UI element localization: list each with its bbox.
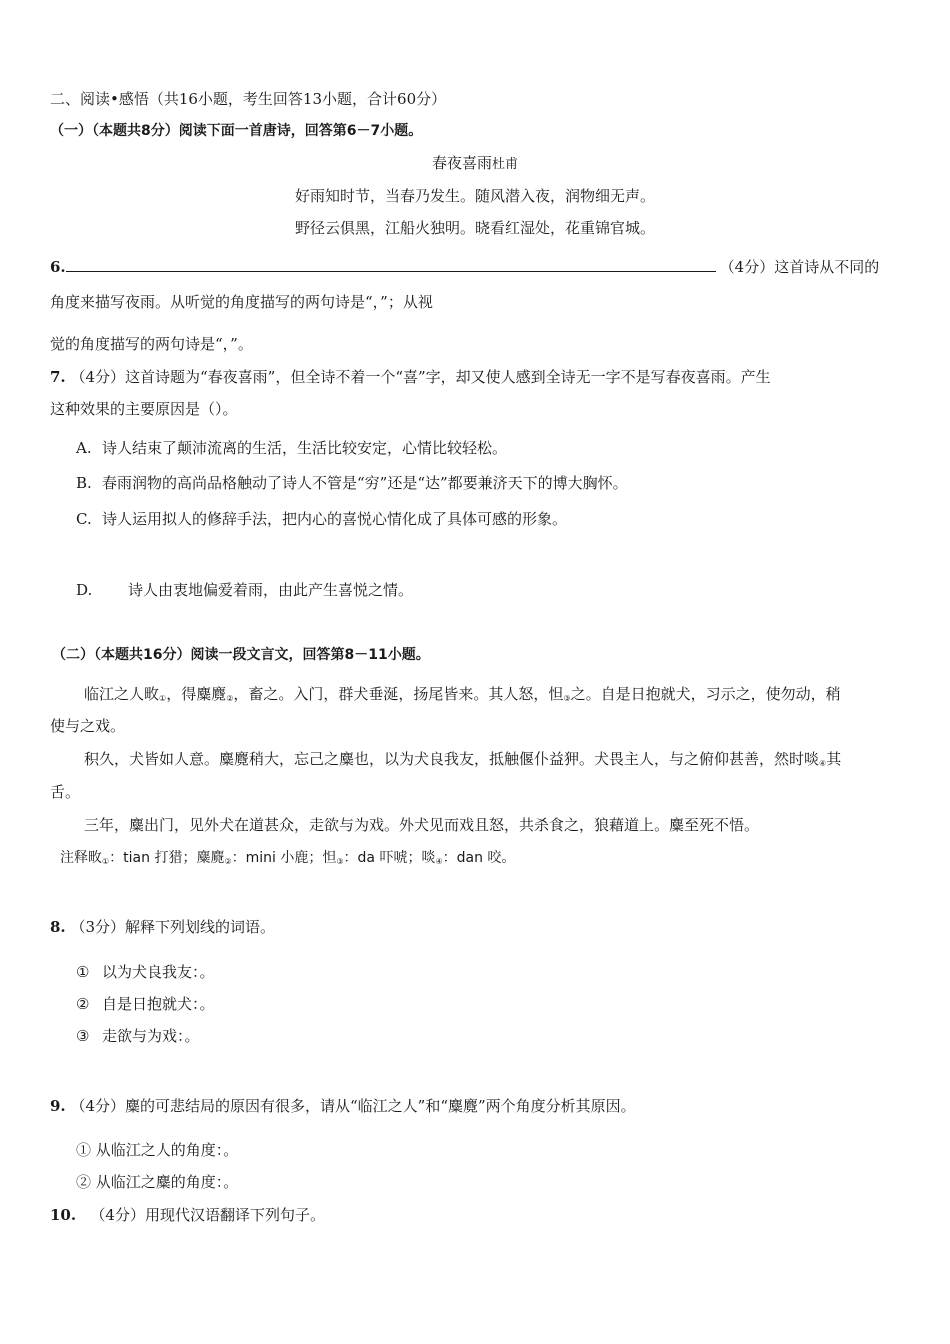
item-text: 以为犬良我友：。: [102, 963, 215, 981]
option-b[interactable]: [76, 472, 904, 494]
question-8-item-1: [76, 961, 904, 983]
part2-header: （二）（本题共16分）阅读一段文言文，回答第8－11小题。: [52, 647, 430, 663]
item-text: 走欲与为戏：。: [102, 1027, 200, 1045]
footnote-marker: ②: [226, 694, 234, 703]
note-text: ：tian 打猎；麋麑: [109, 850, 225, 866]
option-text: 诗人由衷地偏爱着雨，由此产生喜悦之情。: [128, 581, 414, 599]
passage-paragraph-1: [84, 683, 904, 710]
passage-text: 其: [826, 750, 842, 768]
option-text: 诗人结束了颠沛流离的生活，生活比较安定，心情比较轻松。: [102, 439, 508, 457]
option-text: 诗人运用拟人的修辞手法，把内心的喜悦心情化成了具体可感的形象。: [102, 510, 568, 528]
question-9: [50, 1095, 904, 1117]
passage-paragraph-3: 三年，麋出门，见外犬在道甚众，走欲与为戏。外犬见而戏且怒，共杀食之，狼藉道上。麋至死不悟。: [84, 816, 760, 834]
question-6-line-1: [50, 256, 904, 278]
question-text: （4分）麋的可悲结局的原因有很多，请从“临江之人”和“麋麑”两个角度分析其原因。: [70, 1097, 636, 1115]
question-text: （4分）这首诗题为“春夜喜雨”，但全诗不着一个“喜”字，却又使人感到全诗无一字不是写春夜喜雨。产生: [70, 368, 771, 386]
question-6-line-2: 角度来描写夜雨。从听觉的角度描写的两句诗是“，”；从视: [50, 293, 433, 311]
option-letter: D.: [76, 581, 93, 599]
option-d[interactable]: [76, 579, 904, 601]
footnote-marker: ②: [224, 857, 232, 866]
question-8-item-3: [76, 1025, 904, 1047]
footnote-marker: ①: [102, 857, 110, 866]
question-7-line-2: 这种效果的主要原因是（）。: [50, 400, 238, 418]
poem-author: 杜甫: [492, 157, 519, 172]
question-number: 7.: [50, 368, 66, 386]
option-text: 春雨润物的高尚品格触动了诗人不管是“穷”还是“达”都要兼济天下的博大胸怀。: [102, 474, 628, 492]
footnote-marker: ④: [819, 759, 827, 768]
passage-text: 临江之人畋: [84, 685, 160, 703]
question-number: 8.: [50, 918, 66, 936]
part1-header: （一）（本题共8分）阅读下面一首唐诗，回答第6－7小题。: [50, 123, 423, 139]
poem-title-text: 春夜喜雨: [431, 154, 492, 172]
answer-blank[interactable]: [66, 257, 716, 272]
question-number: 10.: [50, 1206, 77, 1224]
passage-text: 之。自是日抱就犬，习示之，使勿动，稍: [570, 685, 841, 703]
option-letter: B.: [76, 474, 92, 492]
option-letter: A.: [76, 439, 92, 457]
passage-text: ，得麋麑: [166, 685, 227, 703]
note-text: ：da 吓唬；啖: [343, 850, 436, 866]
question-8-item-2: [76, 993, 904, 1015]
passage-paragraph-2-cont: 舌。: [50, 783, 81, 801]
passage-text: 积久，犬皆如人意。麋麑稍大，忘己之麋也，以为犬良我友，抵触偃仆益狎。犬畏主人，与之俯仰甚善，然时啖: [84, 750, 820, 768]
footnote-marker: ④: [435, 857, 443, 866]
note-text: ：mini 小鹿；怛: [231, 850, 337, 866]
note-text: ：dan 咬。: [442, 850, 516, 866]
question-number: 9.: [50, 1097, 66, 1115]
option-letter: C.: [76, 510, 92, 528]
option-c[interactable]: [76, 508, 904, 530]
poem-title: [0, 152, 950, 176]
question-7-line-1: [50, 366, 904, 388]
footnote-marker: ①: [159, 694, 167, 703]
item-marker: ②: [76, 995, 90, 1013]
question-9-item-1: ① 从临江之人的角度：。: [76, 1141, 239, 1159]
question-text: （4分）这首诗从不同的: [719, 258, 880, 276]
poem-line-2: 野径云俱黑，江船火独明。晓看红湿处，花重锦官城。: [294, 219, 655, 237]
section-header: 二、阅读•感悟（共16小题，考生回答13小题，合计60分）: [50, 90, 447, 108]
poem-line-1: 好雨知时节，当春乃发生。随风潜入夜，润物细无声。: [294, 187, 655, 205]
footnote-marker: ③: [336, 857, 344, 866]
question-6-line-3: 觉的角度描写的两句诗是“，”。: [50, 335, 253, 353]
passage-paragraph-1-cont: 使与之戏。: [50, 717, 126, 735]
question-9-item-2: ② 从临江之麋的角度：。: [76, 1173, 239, 1191]
passage-paragraph-2: [84, 748, 904, 775]
note-text: 注释畋: [60, 850, 102, 866]
annotation-note: [60, 847, 904, 873]
passage-text: ，畜之。入门，群犬垂涎，扬尾皆来。其人怒，怛: [233, 685, 564, 703]
item-marker: ③: [76, 1027, 90, 1045]
option-a[interactable]: [76, 437, 904, 459]
question-text: （4分）用现代汉语翻译下列句子。: [90, 1206, 325, 1224]
footnote-marker: ③: [563, 694, 571, 703]
question-number: 6.: [50, 258, 66, 276]
item-text: 自是日抱就犬：。: [102, 995, 215, 1013]
question-text: （3分）解释下列划线的词语。: [70, 918, 275, 936]
question-8: [50, 916, 904, 938]
item-marker: ①: [76, 963, 90, 981]
question-10: [50, 1204, 904, 1226]
